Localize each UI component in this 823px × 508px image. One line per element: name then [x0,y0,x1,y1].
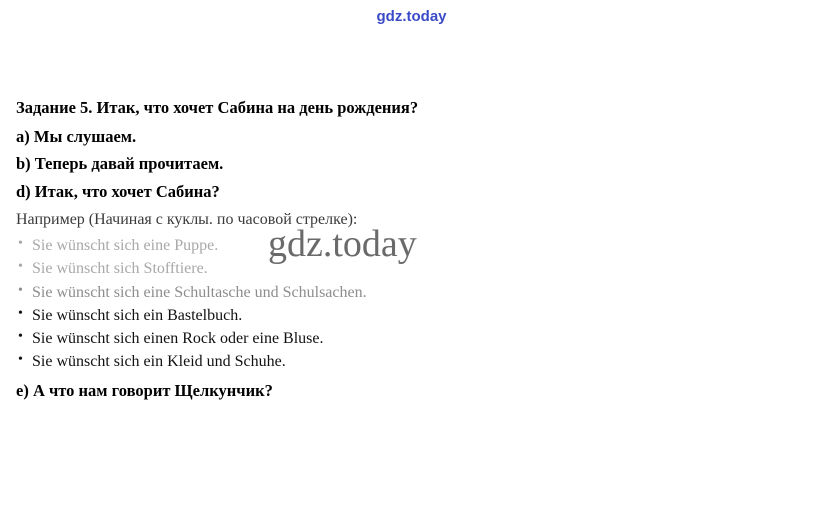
list-item: • Sie wünscht sich ein Bastelbuch. [16,304,796,327]
example-label: Например (Начиная с куклы. по часовой стрелке): [16,210,358,228]
answers-list [16,234,796,373]
task-item-e: e) А что нам говорит Щелкунчик? [16,381,273,401]
list-item: • Sie wünscht sich ein Kleid und Schuhe. [16,350,796,373]
task-item-a: a) Мы слушаем. [16,126,137,146]
list-item: • Sie wünscht sich eine Schultasche und Schulsachen. [16,281,796,304]
list-item: • Sie wünscht sich einen Rock oder eine Bluse. [16,327,796,350]
task-item-b: b) Теперь давай прочитаем. [16,154,224,174]
site-logo: gdz.today [376,8,447,25]
page-title: Задание 5. Итак, что хочет Сабина на день рождения? [16,98,419,117]
task-item-d: d) Итак, что хочет Сабина? [16,181,220,201]
list-item: • Sie wünscht sich eine Puppe. [16,234,796,257]
list-item: • Sie wünscht sich Stofftiere. [16,257,796,280]
watermark: gdz.today [268,223,417,265]
document-content [16,98,796,419]
